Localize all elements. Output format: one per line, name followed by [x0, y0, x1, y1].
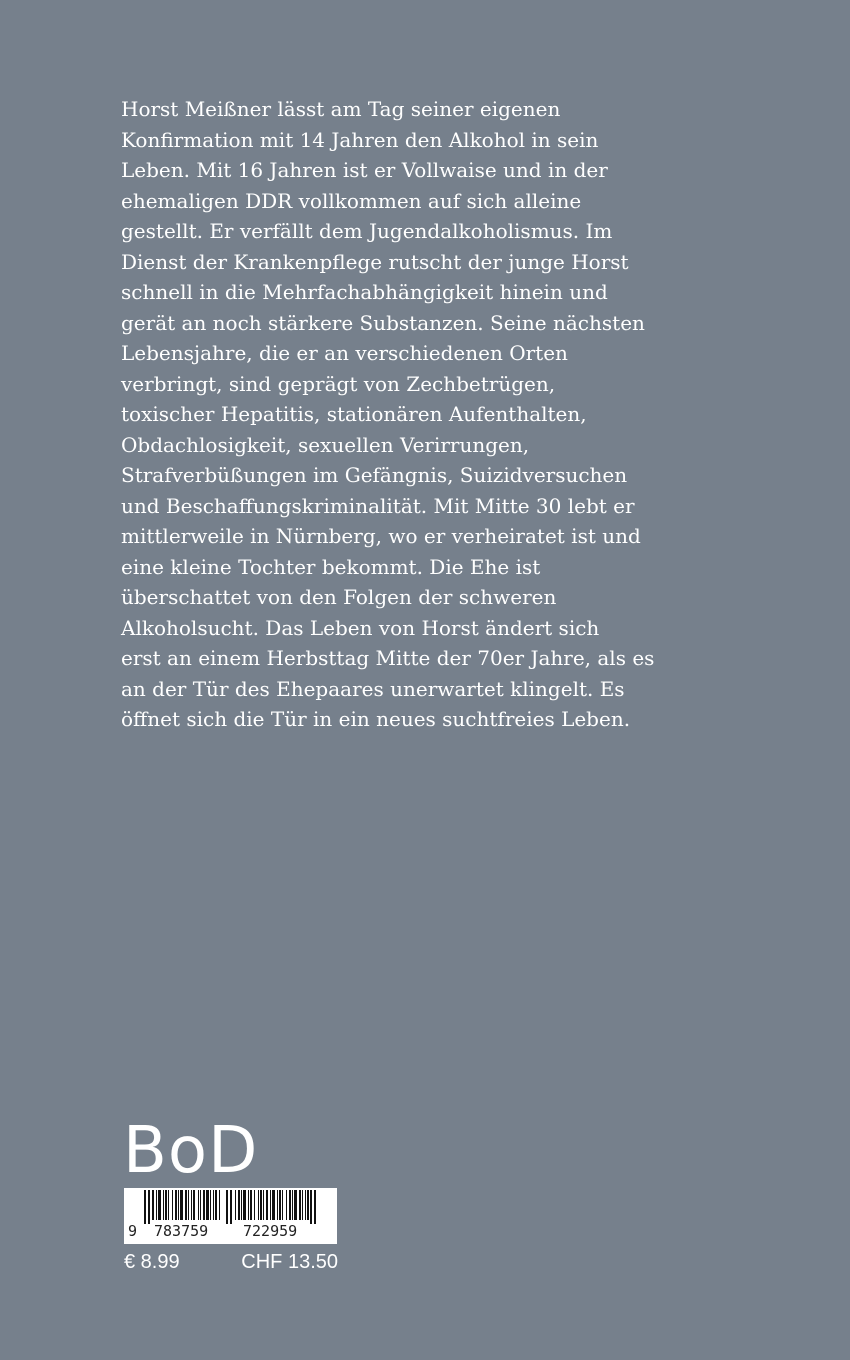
- barcode-bar-12: [191, 1190, 192, 1220]
- barcode-bar-24: [241, 1190, 242, 1220]
- blurb-line: eine kleine Tochter bekommt. Die Ehe ist: [121, 554, 541, 579]
- barcode-bar-2: [158, 1190, 161, 1220]
- isbn-first-digit: 9: [128, 1222, 138, 1240]
- barcode-guard-5: [314, 1190, 316, 1224]
- publisher-logo: BoD: [123, 1114, 259, 1188]
- barcode-bar-40: [292, 1190, 293, 1220]
- blurb-line: toxischer Hepatitis, stationären Aufenthalten,: [121, 402, 587, 426]
- blurb-line: öffnet sich die Tür in ein neues suchtfreies Leben.: [121, 707, 631, 731]
- barcode-bar-21: [219, 1190, 220, 1220]
- barcode-bar-16: [203, 1190, 205, 1220]
- barcode-bar-4: [165, 1190, 167, 1220]
- barcode-bar-3: [163, 1190, 164, 1220]
- barcode-bar-28: [254, 1190, 255, 1220]
- barcode-bar-5: [168, 1190, 169, 1220]
- blurb-line: Dienst der Krankenpflege rutscht der junge Horst: [121, 249, 629, 274]
- barcode-guard-2: [226, 1190, 228, 1224]
- price-eur: € 8.99: [124, 1251, 180, 1273]
- barcode-bar-10: [185, 1190, 187, 1220]
- barcode-bar-15: [200, 1190, 201, 1220]
- barcode-bar-23: [238, 1190, 240, 1220]
- barcode-bar-30: [260, 1190, 262, 1220]
- barcode-bar-38: [286, 1190, 287, 1220]
- isbn-group-left: 783759: [154, 1222, 209, 1240]
- barcode-bar-41: [294, 1190, 297, 1220]
- barcode-bar-36: [279, 1190, 281, 1220]
- isbn-group-right: 722959: [243, 1222, 298, 1240]
- barcode-bar-45: [307, 1190, 309, 1220]
- blurb-line: gestellt. Er verfällt dem Jugendalkoholismus. Im: [121, 219, 613, 243]
- barcode-bar-7: [175, 1190, 177, 1220]
- barcode-bar-33: [270, 1190, 271, 1220]
- barcode-guard-3: [230, 1190, 232, 1224]
- barcode-guard-0: [144, 1190, 146, 1224]
- barcode-guard-4: [310, 1190, 312, 1224]
- price-chf: CHF 13.50: [241, 1251, 338, 1273]
- barcode-bar-1: [156, 1190, 157, 1220]
- blurb-line: überschattet von den Folgen der schweren: [121, 585, 557, 609]
- blurb-line: verbringt, sind geprägt von Zechbetrügen,: [121, 371, 556, 396]
- barcode-bar-9: [180, 1190, 183, 1220]
- blurb-line: Obdachlosigkeit, sexuellen Verirrungen,: [121, 432, 530, 457]
- barcode-bars: [124, 1188, 337, 1224]
- blurb-line: erst an einem Herbsttag Mitte der 70er Jahre, als es: [121, 646, 655, 670]
- barcode-bar-44: [305, 1190, 306, 1220]
- isbn-barcode: [124, 1188, 337, 1244]
- blurb-line: schnell in die Mehrfachabhängigkeit hinein und: [121, 280, 608, 304]
- blurb-line: Alkoholsucht. Das Leben von Horst ändert sich: [121, 615, 600, 640]
- barcode-bar-13: [193, 1190, 195, 1220]
- barcode-bar-17: [206, 1190, 209, 1220]
- barcode-bar-34: [272, 1190, 275, 1220]
- blurb-line: und Beschaffungskriminalität. Mit Mitte 30 lebt er: [121, 493, 635, 518]
- barcode-bar-8: [178, 1190, 179, 1220]
- blurb-line: ehemaligen DDR vollkommen auf sich alleine: [121, 188, 582, 213]
- barcode-bar-35: [277, 1190, 278, 1220]
- barcode-bar-11: [188, 1190, 189, 1220]
- barcode-bar-0: [152, 1190, 154, 1220]
- blurb-line: Konfirmation mit 14 Jahren den Alkohol in sein: [121, 127, 599, 152]
- blurb-line: Horst Meißner lässt am Tag seiner eigenen: [121, 97, 561, 121]
- blurb-line: Strafverbüßungen im Gefängnis, Suizidversuchen: [121, 463, 628, 487]
- blurb-line: gerät an noch stärkere Substanzen. Seine nächsten: [121, 310, 645, 335]
- barcode-guard-1: [148, 1190, 150, 1224]
- barcode-bar-27: [250, 1190, 252, 1220]
- barcode-bar-6: [172, 1190, 173, 1220]
- blurb-line: Lebensjahre, die er an verschiedenen Orten: [121, 341, 568, 365]
- isbn-number: [124, 1221, 337, 1241]
- barcode-bar-26: [248, 1190, 249, 1220]
- barcode-bar-37: [282, 1190, 283, 1220]
- barcode-bar-29: [258, 1190, 259, 1220]
- barcode-bar-18: [210, 1190, 211, 1220]
- barcode-bar-14: [198, 1190, 199, 1220]
- barcode-bar-43: [302, 1190, 303, 1220]
- barcode-bar-31: [263, 1190, 264, 1220]
- blurb-line: Leben. Mit 16 Jahren ist er Vollwaise und in der: [121, 158, 608, 182]
- back-cover-blurb: [121, 94, 721, 735]
- blurb-line: mittlerweile in Nürnberg, wo er verheiratet ist und: [121, 524, 641, 548]
- barcode-bar-22: [235, 1190, 236, 1220]
- barcode-bar-39: [289, 1190, 291, 1220]
- blurb-line: an der Tür des Ehepaares unerwartet klingelt. Es: [121, 676, 625, 701]
- barcode-bar-20: [215, 1190, 217, 1220]
- barcode-bar-19: [213, 1190, 214, 1220]
- barcode-bar-25: [243, 1190, 246, 1220]
- barcode-bar-32: [266, 1190, 268, 1220]
- barcode-bar-42: [299, 1190, 301, 1220]
